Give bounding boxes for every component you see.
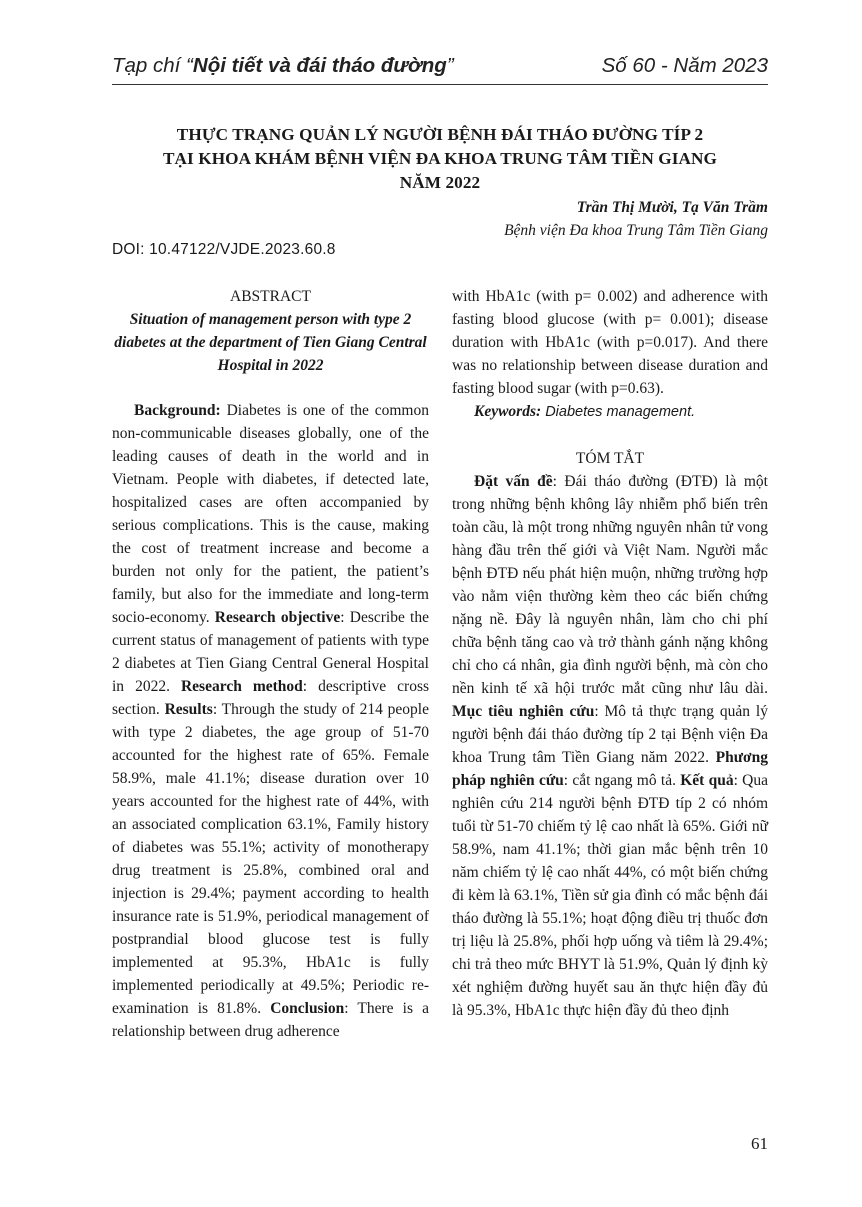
method-label: Research method <box>180 678 303 695</box>
method-text: : descriptive cross section. <box>112 678 430 718</box>
journal-suffix: ” <box>446 54 454 77</box>
ket-qua-text: : Qua nghiên cứu 214 người bệnh ĐTĐ típ 2 có nhóm tuổi từ 51-70 chiếm tỷ lệ cao nhất là 65%. Giới nữ 58.9%, nam 41.1%; thời gian mắc bệnh trên 10 năm chiếm tỷ lệ cao nhất 44%, có một biến chứng đi kèm là 63.1%, Tiền sử gia đình có mắc bệnh đái tháo đường là 55.1%; hoạt động điều trị thuốc đơn trị liệu là 25.8%, phối hợp uống và tiêm là 29.4%; chi trả theo mức BHYT là 51.9%, Quản lý định kỳ xét nghiệm đường huyết sau ăn thực hiện đầy đủ là 95.3%, HbA1c thực hiện đầy đủ theo định <box>452 772 768 1019</box>
author-block <box>504 196 768 242</box>
title-line-2: TẠI KHOA KHÁM BỆNH VIỆN ĐA KHOA TRUNG TÂM TIỀN GIANG <box>162 149 717 168</box>
phuong-phap-label: Phương pháp nghiên cứu <box>452 749 768 789</box>
dat-van-de-text: : Đái tháo đường (ĐTĐ) là một trong những bệnh không lây nhiễm phổ biến trên toàn cầu, là một trong những nguyên nhân tử vong hàng đầu trên thế giới và Việt Nam. Người mắc bệnh ĐTĐ nếu phát hiện muộn, những trường hợp vào nằm viện thường kèm theo các biến chứng nặng nề. Đây là nguyên nhân, làm cho chi phí chữa bệnh tăng cao và trở thành gánh nặng không chỉ cho cá nhân, gia đình người bệnh, mà còn cho nền kinh tế xã hội trước mắt cũng như lâu dài. <box>452 473 768 697</box>
background-text: Diabetes is one of the common non-communicable diseases globally, one of the leading causes of death in the world and in Vietnam. People with diabetes, if detected late, hospitalized cases are often accompanied by serious complications. This is the cause, making the cost of treatment increase and become a burden not only for the patient, the patient’s family, but also for the immediate and long-term socio-economy. <box>112 402 429 626</box>
keywords-text: Diabetes management. <box>541 404 696 420</box>
title-line-3: NĂM 2022 <box>399 173 481 192</box>
issue-label: Số 60 - Năm 2023 <box>601 54 768 77</box>
phuong-phap-text: : cắt ngang mô tả. <box>563 772 681 789</box>
running-header <box>112 54 768 85</box>
title-line-1: THỰC TRẠNG QUẢN LÝ NGƯỜI BỆNH ĐÁI THÁO ĐƯỜNG TÍP 2 <box>176 125 704 144</box>
conclusion-text: : There is a relationship between drug adherence <box>112 1000 429 1040</box>
doi: DOI: 10.47122/VJDE.2023.60.8 <box>112 241 336 258</box>
right-column <box>452 285 768 1022</box>
ket-qua-label: Kết quả <box>680 772 734 789</box>
objective-text: : Describe the current status of management of patients with type 2 diabetes at Tien Giang Central General Hospital in 2022. <box>112 609 429 695</box>
keywords <box>452 400 768 424</box>
journal-name: Nội tiết và đái tháo đường <box>192 54 447 77</box>
results-label: Results <box>164 701 213 718</box>
abstract-heading: ABSTRACT <box>230 288 311 305</box>
dat-van-de-label: Đặt vấn đề <box>474 473 553 490</box>
spacer <box>452 424 768 447</box>
results-text: : Through the study of 214 people with type 2 diabetes, the age group of 51-70 accounted for the highest rate of 65%. Female 58.9%, male 41.1%; disease duration over 10 years accounted for the highest rate of 44%, with an associated complication 63.1%, Family history of diabetes was 55.1%; activity of monotherapy drug treatment is 25.8%, combined oral and injection is 29.4%; payment according to health insurance rate is 51.9%, periodical management of postprandial blood glucose test is fully implemented at 95.3%, HbA1c is fully implemented periodically at 49.5%; Periodic re-examination is 81.8%. <box>112 701 429 1017</box>
authors: Trần Thị Mười, Tạ Văn Trầm <box>576 199 768 216</box>
left-column <box>112 285 429 1043</box>
summary-body <box>452 470 768 1022</box>
background-label: Background: <box>134 402 221 419</box>
abstract-continuation: with HbA1c (with p= 0.002) and adherence with fasting blood glucose (with p= 0.001); disease duration with HbA1c (with p=0.017). And there was no relationship between disease duration and fasting blood sugar (with p=0.63). <box>452 288 768 397</box>
page-number: 61 <box>751 1134 768 1153</box>
abstract-body <box>112 399 429 1043</box>
abstract-title: Situation of management person with type 2 diabetes at the department of Tien Giang Central Hospital in 2022 <box>114 311 427 374</box>
affiliation: Bệnh viện Đa khoa Trung Tâm Tiền Giang <box>504 222 768 239</box>
muc-tieu-text: : Mô tả thực trạng quản lý người bệnh đái tháo đường típ 2 tại Bệnh viện Đa khoa Trung tâm Tiền Giang năm 2022. <box>452 703 768 766</box>
journal-title <box>112 54 454 78</box>
journal-prefix: Tạp chí “ <box>112 54 193 77</box>
muc-tieu-label: Mục tiêu nghiên cứu <box>452 703 595 720</box>
conclusion-label: Conclusion <box>270 1000 345 1017</box>
objective-label: Research objective <box>214 609 341 626</box>
summary-heading: TÓM TẮT <box>575 450 645 467</box>
keywords-label: Keywords: <box>474 403 542 420</box>
article-title <box>112 123 768 195</box>
